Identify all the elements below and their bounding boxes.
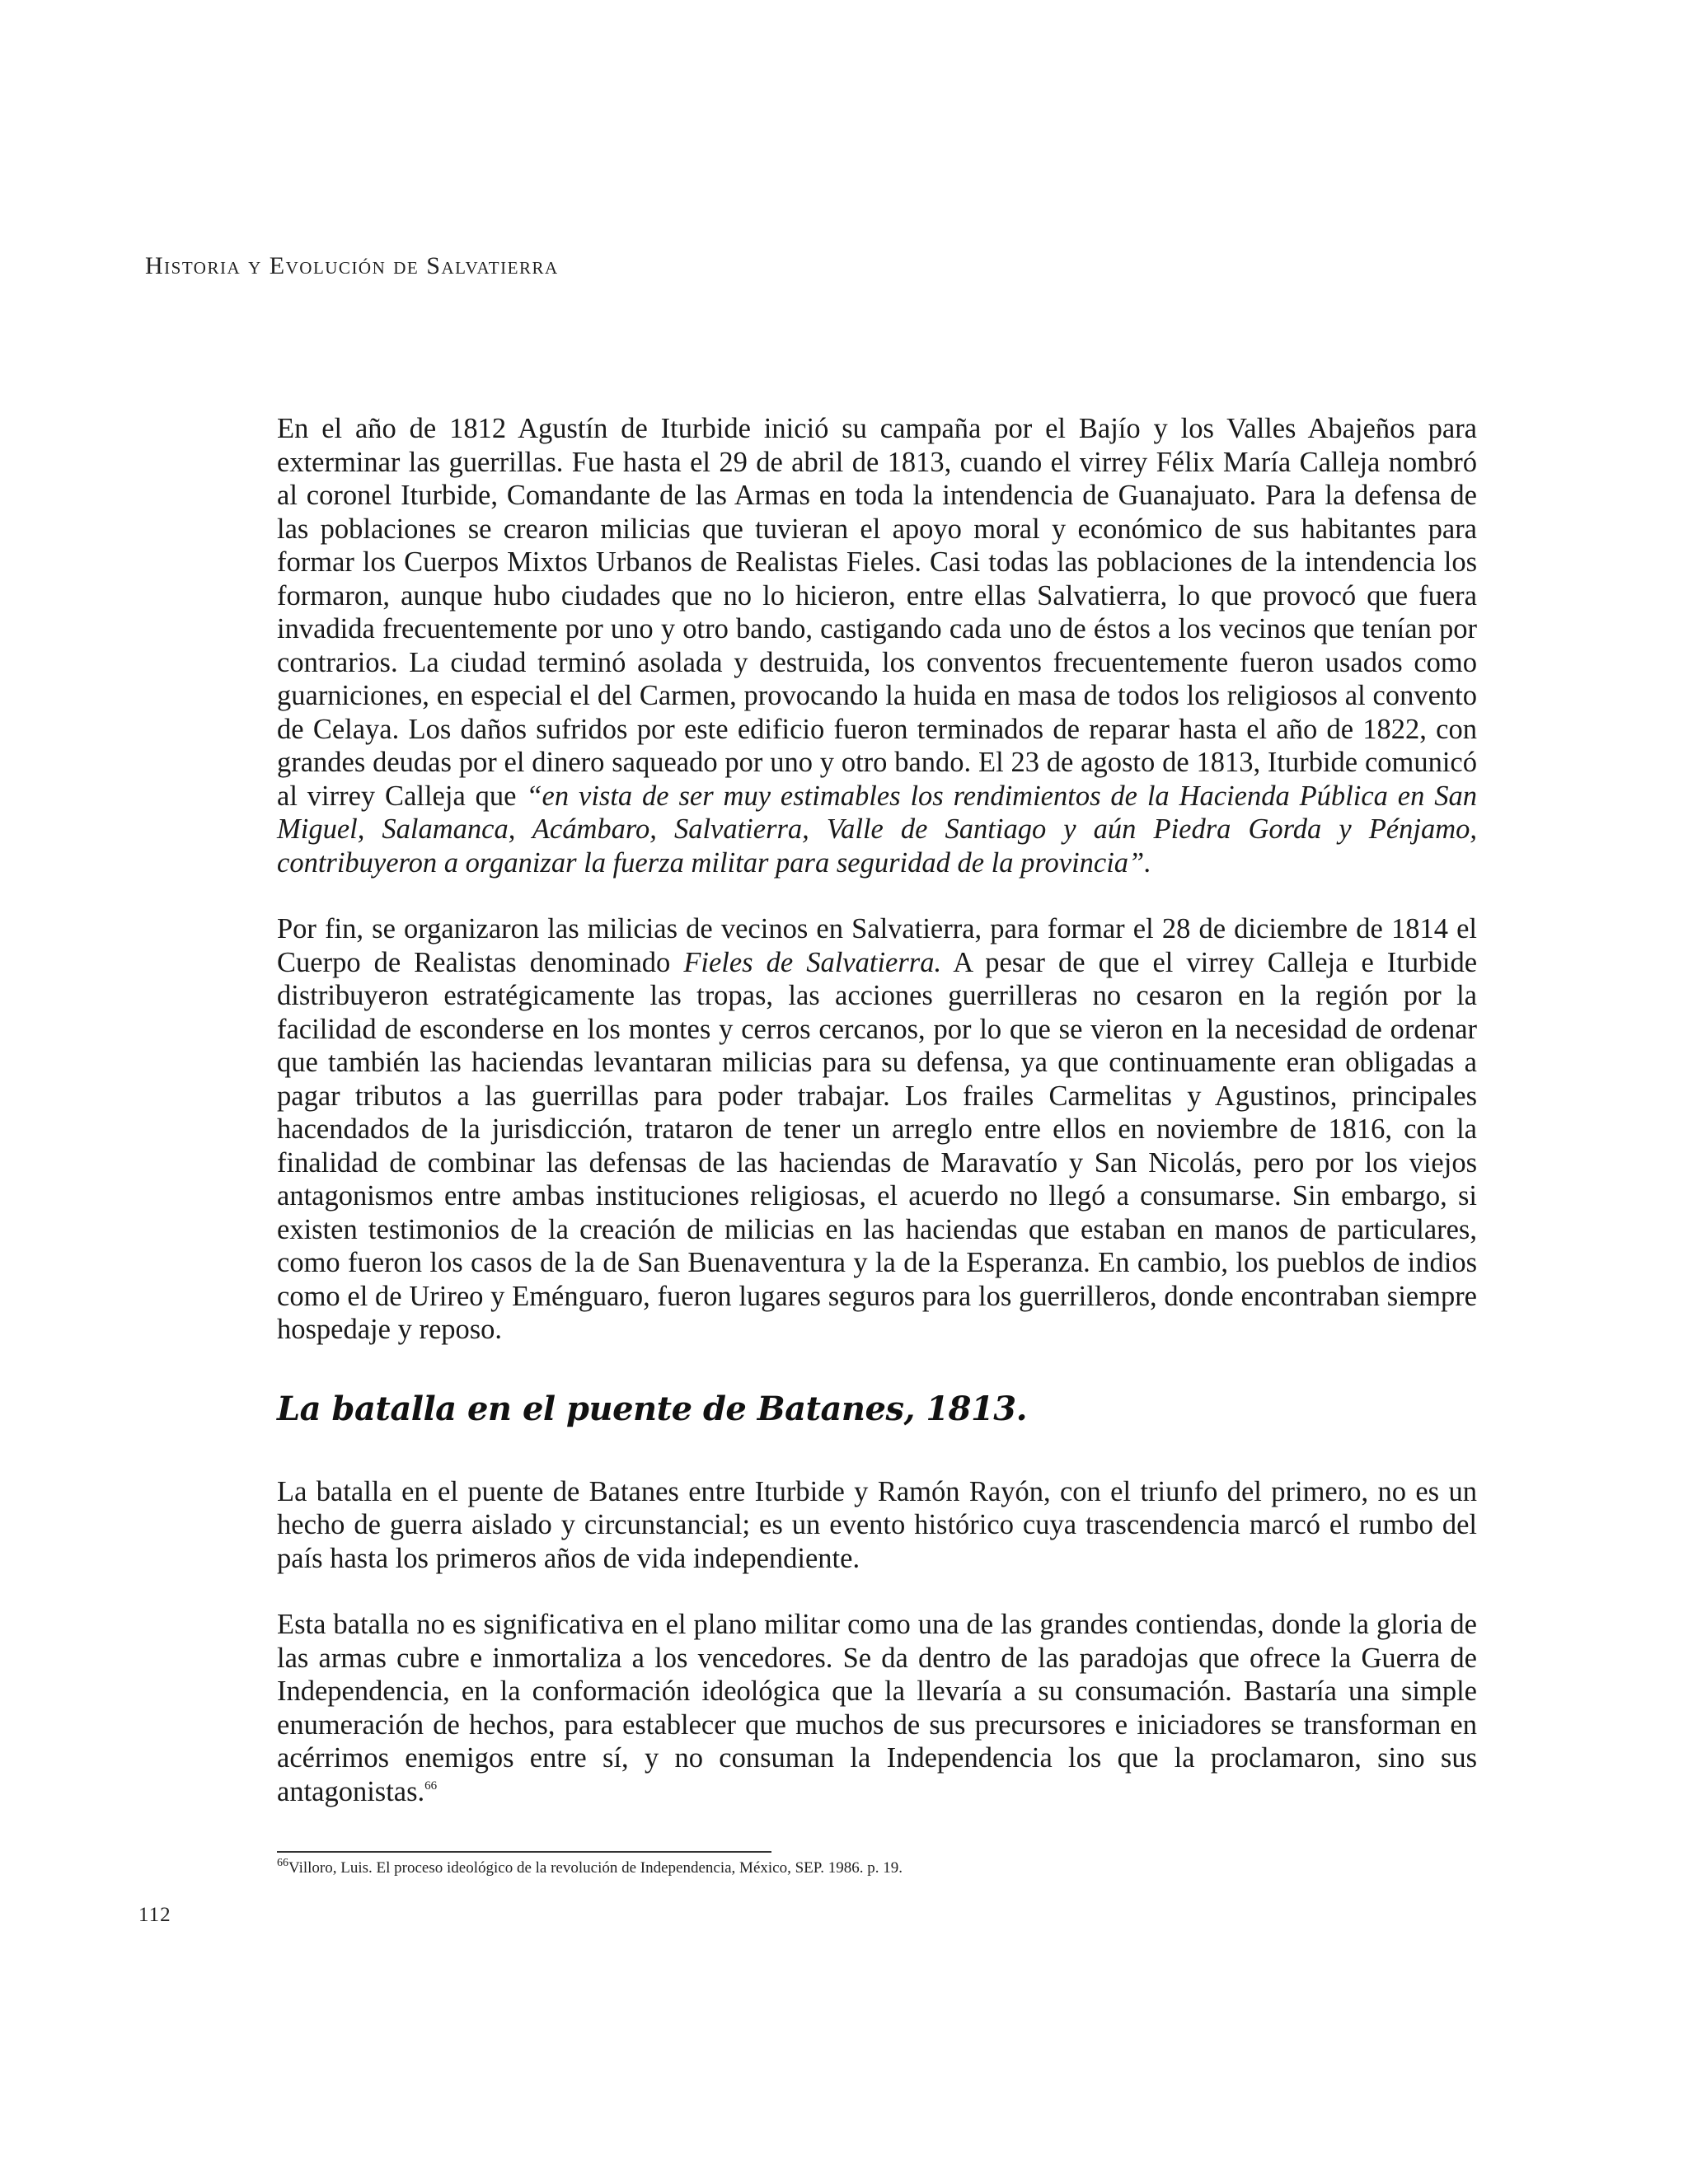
- paragraph-significado-batalla: [277, 1608, 1477, 1808]
- page-number: 112: [138, 1904, 171, 1926]
- main-content: [277, 412, 1477, 1808]
- footnote-text: Villoro, Luis. El proceso ideológico de la revolución de Independencia, México, SEP. 1986. p. 19.: [288, 1859, 903, 1877]
- paragraph-text: Esta batalla no es significativa en el plano militar como una de las grandes contiendas, donde la gloria de las armas cubre e inmortaliza a los vencedores. Se da dentro de las paradojas que ofrece la Guerra de Independencia, en la conformación ideológica que la llevaría a su consumación. Bastaría una simple enumeración de hechos, para establecer que muchos de sus precursores e iniciadores se transforman en acérrimos enemigos entre sí, y no consuman la Independencia los que la proclamaron, sino sus antagonistas.: [277, 1609, 1477, 1807]
- paragraph-batalla-batanes: [277, 1475, 1477, 1576]
- section-heading: La batalla en el puente de Batanes, 1813.: [277, 1389, 1028, 1428]
- corps-name-italic: Fieles de Salvatierra.: [683, 946, 942, 978]
- footnote-reference[interactable]: 66: [424, 1779, 438, 1793]
- paragraph-text: La batalla en el puente de Batanes entre Iturbide y Ramón Rayón, con el triunfo del primero, no es un hecho de guerra aislado y circunstancial; es un evento histórico cuya trascendencia marcó el rumbo del país hasta los primeros años de vida independiente.: [277, 1475, 1477, 1574]
- paragraph-text: En el año de 1812 Agustín de Iturbide inició su campaña por el Bajío y los Valles Abajeños para exterminar las guerrillas. Fue hasta el 29 de abril de 1813, cuando el virrey Félix María Calleja nombró al coronel Iturbide, Comandante de las Armas en toda la intendencia de Guanajuato. Para la defensa de las poblaciones se crearon milicias que tuvieran el apoyo moral y económico de sus habitantes para formar los Cuerpos Mixtos Urbanos de Realistas Fieles. Casi todas las poblaciones de la intendencia los formaron, aunque hubo ciudades que no lo hicieron, entre ellas Salvatierra, lo que provocó que fuera invadida frecuentemente por uno y otro bando, castigando cada uno de éstos a los vecinos que tenían por contrarios. La ciudad terminó asolada y destruida, los conventos frecuentemente fueron usados como guarniciones, en especial el del Carmen, provocando la huida en masa de todos los religiosos al convento de Celaya. Los daños sufridos por este edificio fueron terminados de reparar hasta el año de 1822, con grandes deudas por el dinero saqueado por uno y otro bando. El 23 de agosto de 1813, Iturbide comunicó al virrey Calleja que: [277, 413, 1477, 812]
- running-header: Historia y Evolución de Salvatierra: [145, 252, 559, 279]
- paragraph-text: Por fin, se organizaron las milicias de vecinos en Salvatierra, para formar el 28 de diciembre de 1814 el Cuerpo de Realistas denominado: [277, 913, 1477, 978]
- footnote-divider: [277, 1851, 771, 1853]
- iturbide-quote: “en vista de ser muy estimables los rendimientos de la Hacienda Pública en San Miguel, Salamanca, Acámbaro, Salvatierra, Valle de Santiago y aún Piedra Gorda y Pénjamo, contribuyeron a organizar la fuerza militar para seguridad de la provincia”.: [277, 780, 1477, 879]
- paragraph-fieles-de-salvatierra: [277, 912, 1477, 1347]
- footnote-number: 66: [277, 1857, 288, 1869]
- paragraph-iturbide-campaign: [277, 412, 1477, 879]
- footnote: [277, 1858, 1477, 1879]
- paragraph-text: A pesar de que el virrey Calleja e Iturbide distribuyeron estratégicamente las tropas, las acciones guerrilleras no cesaron en la región por la facilidad de esconderse en los montes y cerros cercanos, por lo que se vieron en la necesidad de ordenar que también las haciendas levantaran milicias para su defensa, ya que continuamente eran obligadas a pagar tributos a las guerrillas para poder trabajar. Los frailes Carmelitas y Agustinos, principales hacendados de la jurisdicción, trataron de tener un arreglo entre ellos en noviembre de 1816, con la finalidad de combinar las defensas de las haciendas de Maravatío y San Nicolás, pero por los viejos antagonismos entre ambas instituciones religiosas, el acuerdo no llegó a consumarse. Sin embargo, si existen testimonios de la creación de milicias en las haciendas que estaban en manos de particulares, como fueron los casos de la de San Buenaventura y la de la Esperanza. En cambio, los pueblos de indios como el de Urireo y Eménguaro, fueron lugares seguros para los guerrilleros, donde encontraban siempre hospedaje y reposo.: [277, 946, 1478, 1345]
